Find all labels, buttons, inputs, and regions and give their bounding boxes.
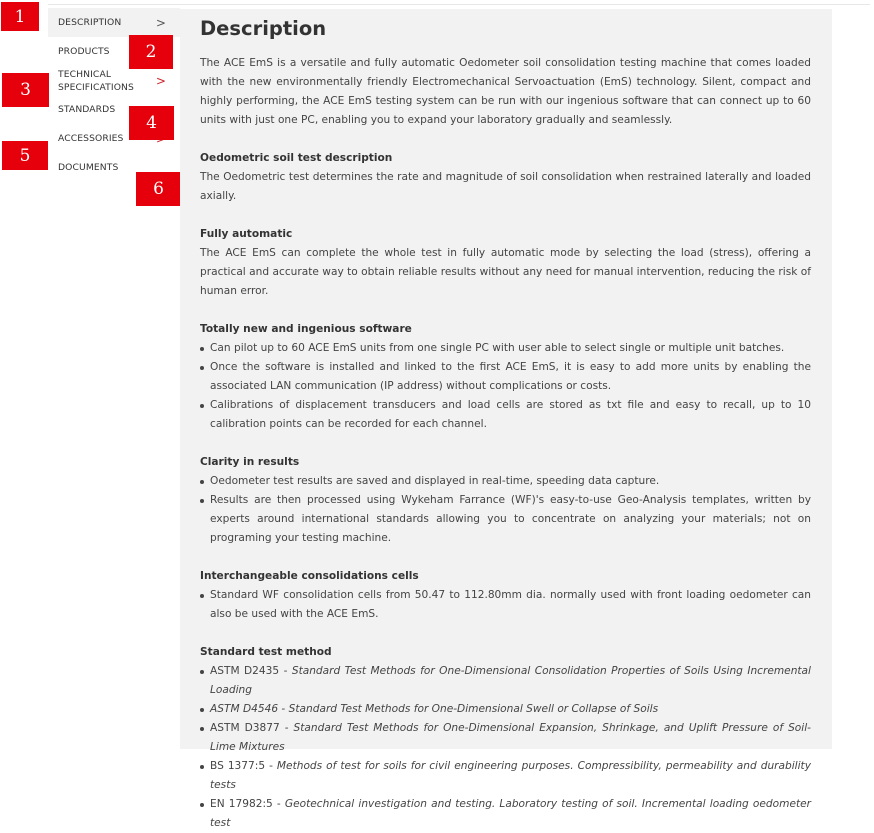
tab-products-label: PRODUCTS [58,45,110,57]
standard-description: Standard Test Methods for One-Dimensional Swell or Collapse of Soils [288,703,659,715]
standard-code: ASTM D2435 - [210,665,292,677]
intro-paragraph: The ACE EmS is a versatile and fully automatic Oedometer soil consolidation testing machine that comes loaded with the new environmentally friendly Electromechanical Servoactuation (EmS) technology. Silent, compact and highly performing, the ACE EmS testing system can be run with our ingenious software that can connect up to 60 units with just one PC, enabling you to expand your laboratory gradually and seamlessly. [200,57,811,126]
section-title: Oedometric soil test description [200,152,393,164]
section-title: Clarity in results [200,456,300,468]
standard-code: ASTM D3877 - [210,722,294,734]
tab-description[interactable] [48,8,180,37]
section-text: The ACE EmS can complete the whole test in fully automatic mode by selecting the load (stress), offering a practical and accurate way to obtain reliable results without any need for manual intervention, reducing the risk of human error. [200,247,811,297]
list-item: Standard WF consolidation cells from 50.47 to 112.80mm dia. normally used with front loading oedometer can also be used with the ACE EmS. [200,586,811,624]
standard-description: Standard Test Methods for One-Dimensional Expansion, Shrinkage, and Uplift Pressure of Soil-Lime Mixtures [210,722,811,753]
number-badge-5: 5 [2,141,48,170]
section-clarity-in-results [200,453,811,548]
list-item [200,719,811,757]
list-item [200,662,811,700]
description-panel [180,9,832,829]
standard-code: BS 1377:5 - [210,760,277,772]
standards-list [200,662,811,833]
standard-description: Geotechnical investigation and testing. Laboratory testing of soil. Incremental loading oedometer test [210,798,811,829]
standard-description: Standard Test Methods for One-Dimensional Consolidation Properties of Soils Using Incremental Loading [210,665,811,696]
list-item [200,757,811,795]
section-text: The Oedometric test determines the rate and magnitude of soil consolidation when restrained laterally and loaded axially. [200,171,811,202]
standard-description: Methods of test for soils for civil engineering purposes. Compressibility, permeability and durability tests [210,760,811,791]
section-title: Totally new and ingenious software [200,323,412,335]
chevron-right-icon: > [155,73,166,88]
list-item: Calibrations of displacement transducers and load cells are stored as txt file and easy to recall, up to 10 calibration points can be recorded for each channel. [200,396,811,434]
section-oedometric-test [200,149,811,206]
bullet-list [200,339,811,434]
list-item: Can pilot up to 60 ACE EmS units from one single PC with user able to select single or multiple unit batches. [200,339,811,358]
number-badge-6: 6 [136,172,181,206]
section-consolidation-cells [200,567,811,624]
section-title: Interchangeable consolidations cells [200,570,419,582]
tab-technical-specifications[interactable] [48,66,180,95]
standard-code: EN 17982:5 - [210,798,285,810]
section-software [200,320,811,434]
list-item [200,795,811,833]
tab-description-label: DESCRIPTION [58,16,122,28]
section-title: Standard test method [200,646,332,658]
list-item: Once the software is installed and linked to the first ACE EmS, it is easy to add more units by enabling the associated LAN communication (IP address) without complications or costs. [200,358,811,396]
list-item: Oedometer test results are saved and displayed in real-time, speeding data capture. [200,472,811,491]
list-item [200,700,811,719]
number-badge-3: 3 [2,73,49,107]
chevron-right-icon: > [155,15,166,30]
bullet-list [200,586,811,624]
tab-standards-label: STANDARDS [58,103,116,115]
tab-accessories-label: ACCESSORIES [58,132,124,144]
number-badge-4: 4 [129,106,174,140]
number-badge-1: 1 [1,2,39,31]
top-divider [48,4,870,5]
bullet-list [200,472,811,548]
page-title: Description [200,17,327,40]
number-badge-2: 2 [129,35,173,69]
tab-documents-label: DOCUMENTS [58,161,119,173]
section-standard-test-method [200,643,811,833]
standard-code: ASTM D4546 - [210,703,289,715]
list-item: Results are then processed using Wykeham Farrance (WF)'s easy-to-use Geo-Analysis templates, written by experts around international standards allowing you to concentrate on analyzing your materials; not on programing your testing machine. [200,491,811,548]
section-title: Fully automatic [200,228,293,240]
section-fully-automatic [200,225,811,301]
tab-technical-specifications-label: TECHNICAL SPECIFICATIONS [58,68,134,93]
